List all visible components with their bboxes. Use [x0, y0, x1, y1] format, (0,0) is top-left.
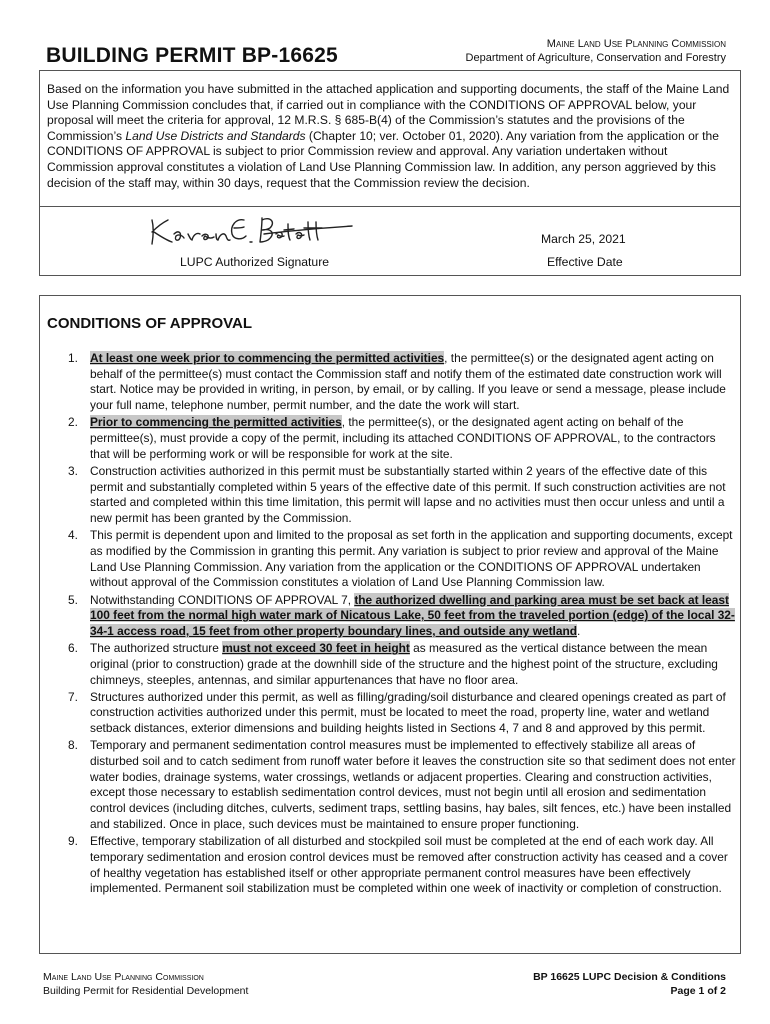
condition-text-pre: This permit is dependent upon and limited to the proposal as set forth in the application and supporting documents, except as modified by the Commission in granting this permit. Any variation is subject to prior review and approval of the Maine Land Use Planning Commission. Any variation from the application or the CONDITIONS OF APPROVAL undertaken without approval of the Commission constitutes a violation of Land Use Planning Commission law.	[90, 528, 733, 590]
condition-number: 6.	[68, 641, 78, 656]
condition-number: 3.	[68, 463, 78, 478]
condition-text-pre: Effective, temporary stabilization of all disturbed and stockpiled soil must be completed at the end of each work day. All temporary sedimentation and erosion control devices must be removed after construction activity has ceased and a cover of healthy vegetation has established itself or other appropriate permanent control measures have been effectively implemented. Permanent soil stabilization must be completed within one week of inactivity or completion of construction.	[90, 834, 728, 896]
condition-item	[54, 834, 738, 897]
footer-doc-ref: BP 16625 LUPC Decision & Conditions	[533, 971, 726, 983]
condition-number: 5.	[68, 592, 78, 607]
agency-name: Maine Land Use Planning Commission	[546, 38, 726, 50]
signature-label: LUPC Authorized Signature	[180, 255, 330, 269]
footer-page-number: Page 1 of 2	[670, 985, 726, 997]
condition-text-post: .	[577, 623, 581, 638]
condition-item	[54, 464, 738, 527]
condition-item	[54, 641, 738, 688]
footer-right	[533, 970, 726, 998]
condition-number: 1.	[68, 351, 78, 365]
condition-item	[54, 690, 738, 737]
agency-block	[466, 37, 726, 65]
condition-text-pre: Temporary and permanent sedimentation control measures must be implemented to effectively stabilize all areas of disturbed soil and to catch sediment from runoff water before it leaves the construction site so that sediment does not enter water bodies, drainage systems, water crossings, wetlands or adjacent properties. Clearing and construction activities, except those necessary to establish sedimentation control devices, must not begin until all erosion and sedimentation control devices (including ditches, culverts, sediment traps, settling basins, hay bales, silt fences, etc.) have been installed and stabilized. Once in place, such devices must be maintained to ensure proper functioning.	[90, 738, 736, 831]
effective-date-value: March 25, 2021	[541, 232, 626, 246]
condition-text-highlight: At least one week prior to commencing the permitted activities	[90, 351, 445, 365]
handwritten-signature	[146, 212, 356, 252]
condition-text-post: , the permittee(s), or the designated agent acting on behalf of the permittee(s), must provide a copy of the permit, including its attached CONDITIONS OF APPROVAL, to the contractors that will be performing work or will be responsible for work at the site.	[90, 415, 716, 461]
condition-item	[54, 528, 738, 591]
condition-item	[54, 415, 738, 462]
intro-text-2: (Chapter 10; ver. October 01, 2020). Any variation from the application or the CONDITIONS OF APPROVAL is subject to prior Commission review and approval. Any variation undertaken without Commission approval constitutes a violation of Land Use Planning Commission law. In addition, any person aggrieved by this decision of the staff may, within 30 days, request that the Commission review the decision.	[47, 128, 719, 190]
condition-item	[54, 593, 738, 640]
footer-left	[43, 970, 248, 998]
condition-item	[54, 738, 738, 832]
condition-text-pre: Construction activities authorized in this permit must be substantially started within 2 years of the effective date of this permit and substantially completed within 5 years of the effective date of this permit. If such construction activities are not started and completed within this time limitation, this permit will lapse and no activities must then occur unless and until a new permit has been granted by the Commission.	[90, 463, 726, 526]
condition-text-pre: The authorized structure	[90, 641, 223, 656]
condition-text-post: , the permittee(s) or the designated agent acting on behalf of the permittee(s) must contact the Commission staff and notify them of the estimated date construction work will start. Notice may be provided in writing, in person, by email, or by calling. If you leave or send a message, please include your full name, telephone number, permit number, and the date the work will start.	[90, 351, 726, 413]
intro-italic: Land Use Districts and Standards	[125, 128, 306, 143]
condition-number: 9.	[68, 834, 78, 849]
footer-subtitle: Building Permit for Residential Development	[43, 985, 249, 997]
condition-item	[54, 351, 738, 414]
effective-date-label: Effective Date	[547, 255, 623, 269]
condition-number: 4.	[68, 528, 78, 543]
condition-number: 7.	[68, 689, 78, 704]
condition-text-highlight: Prior to commencing the permitted activities	[90, 415, 342, 430]
conditions-heading: CONDITIONS OF APPROVAL	[47, 315, 253, 332]
condition-text-pre: Structures authorized under this permit, as well as filling/grading/soil disturbance and cleared openings created as part of construction activities authorized under this permit, must be located to meet the road, property line, water and wetland setback distances, exterior dimensions and building heights listed in Sections 4, 7 and 8 and approved by this permit.	[90, 689, 726, 736]
intro-paragraph	[47, 82, 737, 191]
condition-number: 8.	[68, 738, 78, 753]
department-name: Department of Agriculture, Conservation and Forestry	[465, 52, 726, 64]
condition-text-pre: Notwithstanding CONDITIONS OF APPROVAL 7,	[90, 592, 355, 607]
intro-text-1: Based on the information you have submitted in the attached application and supporting documents, the staff of the Maine Land Use Planning Commission concludes that, if carried out in compliance with the CONDITIONS OF APPROVAL below, your proposal will meet the criteria for approval, 12 M.R.S. § 685-B(4) of the Commission’s statutes and the provisions of the Commission’s	[47, 82, 730, 143]
condition-text-highlight: the authorized dwelling and parking area must be set back at least 100 feet from the normal high water mark of Nicatous Lake, 50 feet from the traveled portion (edge) of the local 32-34-1 access road, 15 feet from other property boundary lines, and outside any wetland	[90, 592, 735, 638]
condition-number: 2.	[68, 415, 78, 430]
footer-agency: Maine Land Use Planning Commission	[43, 971, 204, 983]
permit-title: BUILDING PERMIT BP-16625	[46, 44, 338, 67]
signature-divider	[40, 206, 740, 207]
conditions-list	[54, 351, 738, 898]
condition-text-post: as measured as the vertical distance between the mean original (prior to construction) grade at the downhill side of the structure and the highest point of the structure, excluding chimneys, steeples, antennas, and similar appurtenances that have no floor area.	[90, 641, 718, 687]
condition-text-highlight: must not exceed 30 feet in height	[222, 641, 410, 656]
